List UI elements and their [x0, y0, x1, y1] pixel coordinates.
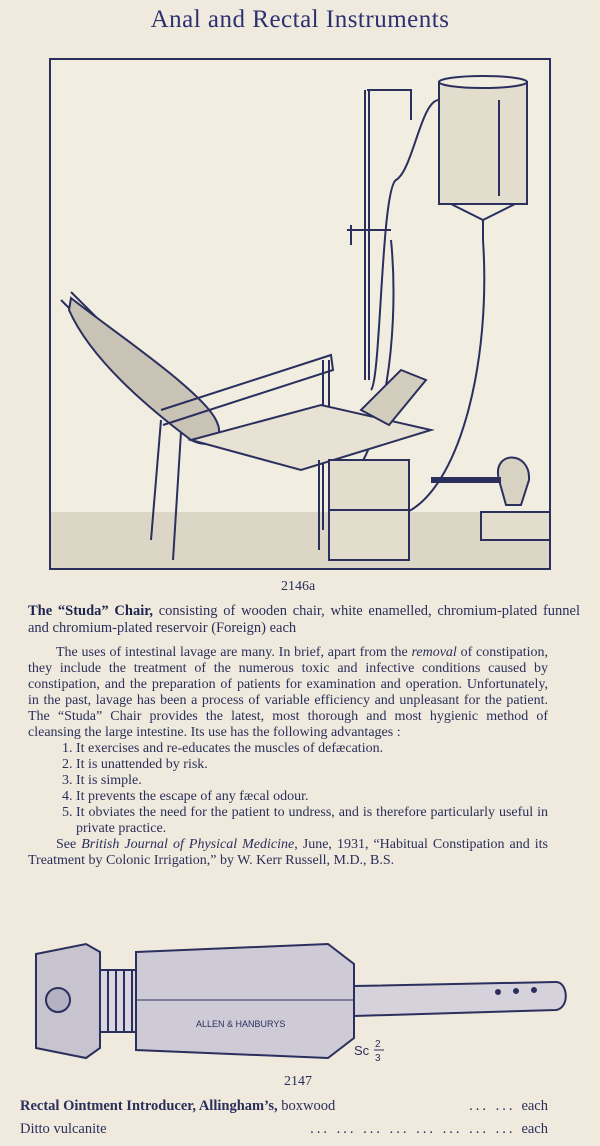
scale-fraction-numerator: 2 [375, 1039, 381, 1050]
figure-number-2147: 2147 [284, 1074, 312, 1089]
item-unit: each [521, 1098, 548, 1114]
list-item: 4. It prevents the escape of any fæcal odour. [76, 789, 548, 805]
advantages-list [28, 741, 548, 837]
studa-chair-illustration [49, 58, 551, 570]
journal-name: British Journal of Physical Medicine [81, 837, 295, 852]
item-unit: each [521, 1121, 548, 1137]
reference-paragraph [28, 837, 548, 869]
item-name: Rectal Ointment Introducer, Allingham’s, [20, 1098, 278, 1114]
para-part: The uses of intestinal lavage are many. In brief, apart from the [56, 645, 412, 660]
para-part: of constipation, they include the treatment of the numerous toxic and infective conditions caused by constipation, and the preparation of patients for examination and operation. Unfortunately, in the past, lavage has been a process of variable efficiency and unpleasant for the patient. The “Studa” Chair provides the latest, most thorough and most hygienic method of cleansing the large intestine. Its use has the following advantages : [28, 645, 548, 740]
item-label [20, 1098, 335, 1115]
ref-part: See [56, 837, 82, 852]
item-name: Ditto [20, 1121, 50, 1137]
price-row-vulcanite [20, 1121, 548, 1138]
figure-number-2146a: 2146a [281, 579, 316, 594]
list-item: 2. It is unattended by risk. [76, 757, 548, 773]
body-text [28, 645, 548, 869]
ointment-introducer-illustration [28, 930, 578, 1070]
list-item: 3. It is simple. [76, 773, 548, 789]
intro-paragraph [28, 645, 548, 741]
list-item: 1. It exercises and re-educates the muscles of defæcation. [76, 741, 548, 757]
product-name: The “Studa” Chair, [28, 603, 153, 619]
item-material: boxwood [281, 1098, 336, 1114]
list-item: 5. It obviates the need for the patient to undress, and is therefore particularly useful in private practice. [76, 805, 548, 837]
leader-dots: ... ... [469, 1098, 516, 1114]
leader-dots: ... ... ... ... ... ... ... ... [310, 1121, 516, 1137]
price-row-boxwood [20, 1098, 548, 1115]
scale-fraction-denominator: 3 [375, 1053, 381, 1064]
product-details: consisting of wooden chair, white enamelled, chromium-plated funnel and chromium-plated reservoir (Foreign) each [28, 603, 581, 636]
introducer-drawing [28, 930, 578, 1070]
page-title: Anal and Rectal Instruments [150, 6, 450, 33]
studa-chair-description [28, 603, 580, 637]
scale-label: Sc [354, 1043, 370, 1058]
studa-chair-drawing [51, 60, 549, 568]
para-emphasis: removal [411, 645, 457, 660]
ref-part: , June, 1931, “Habitual Constipation and its Treatment by Colonic Irrigation,” by W. Kerr Russell, M.D., B.S. [28, 837, 548, 868]
item-label [20, 1121, 107, 1138]
item-material: vulcanite [53, 1121, 107, 1137]
engraving-text: ALLEN & HANBURYS [196, 1019, 286, 1029]
